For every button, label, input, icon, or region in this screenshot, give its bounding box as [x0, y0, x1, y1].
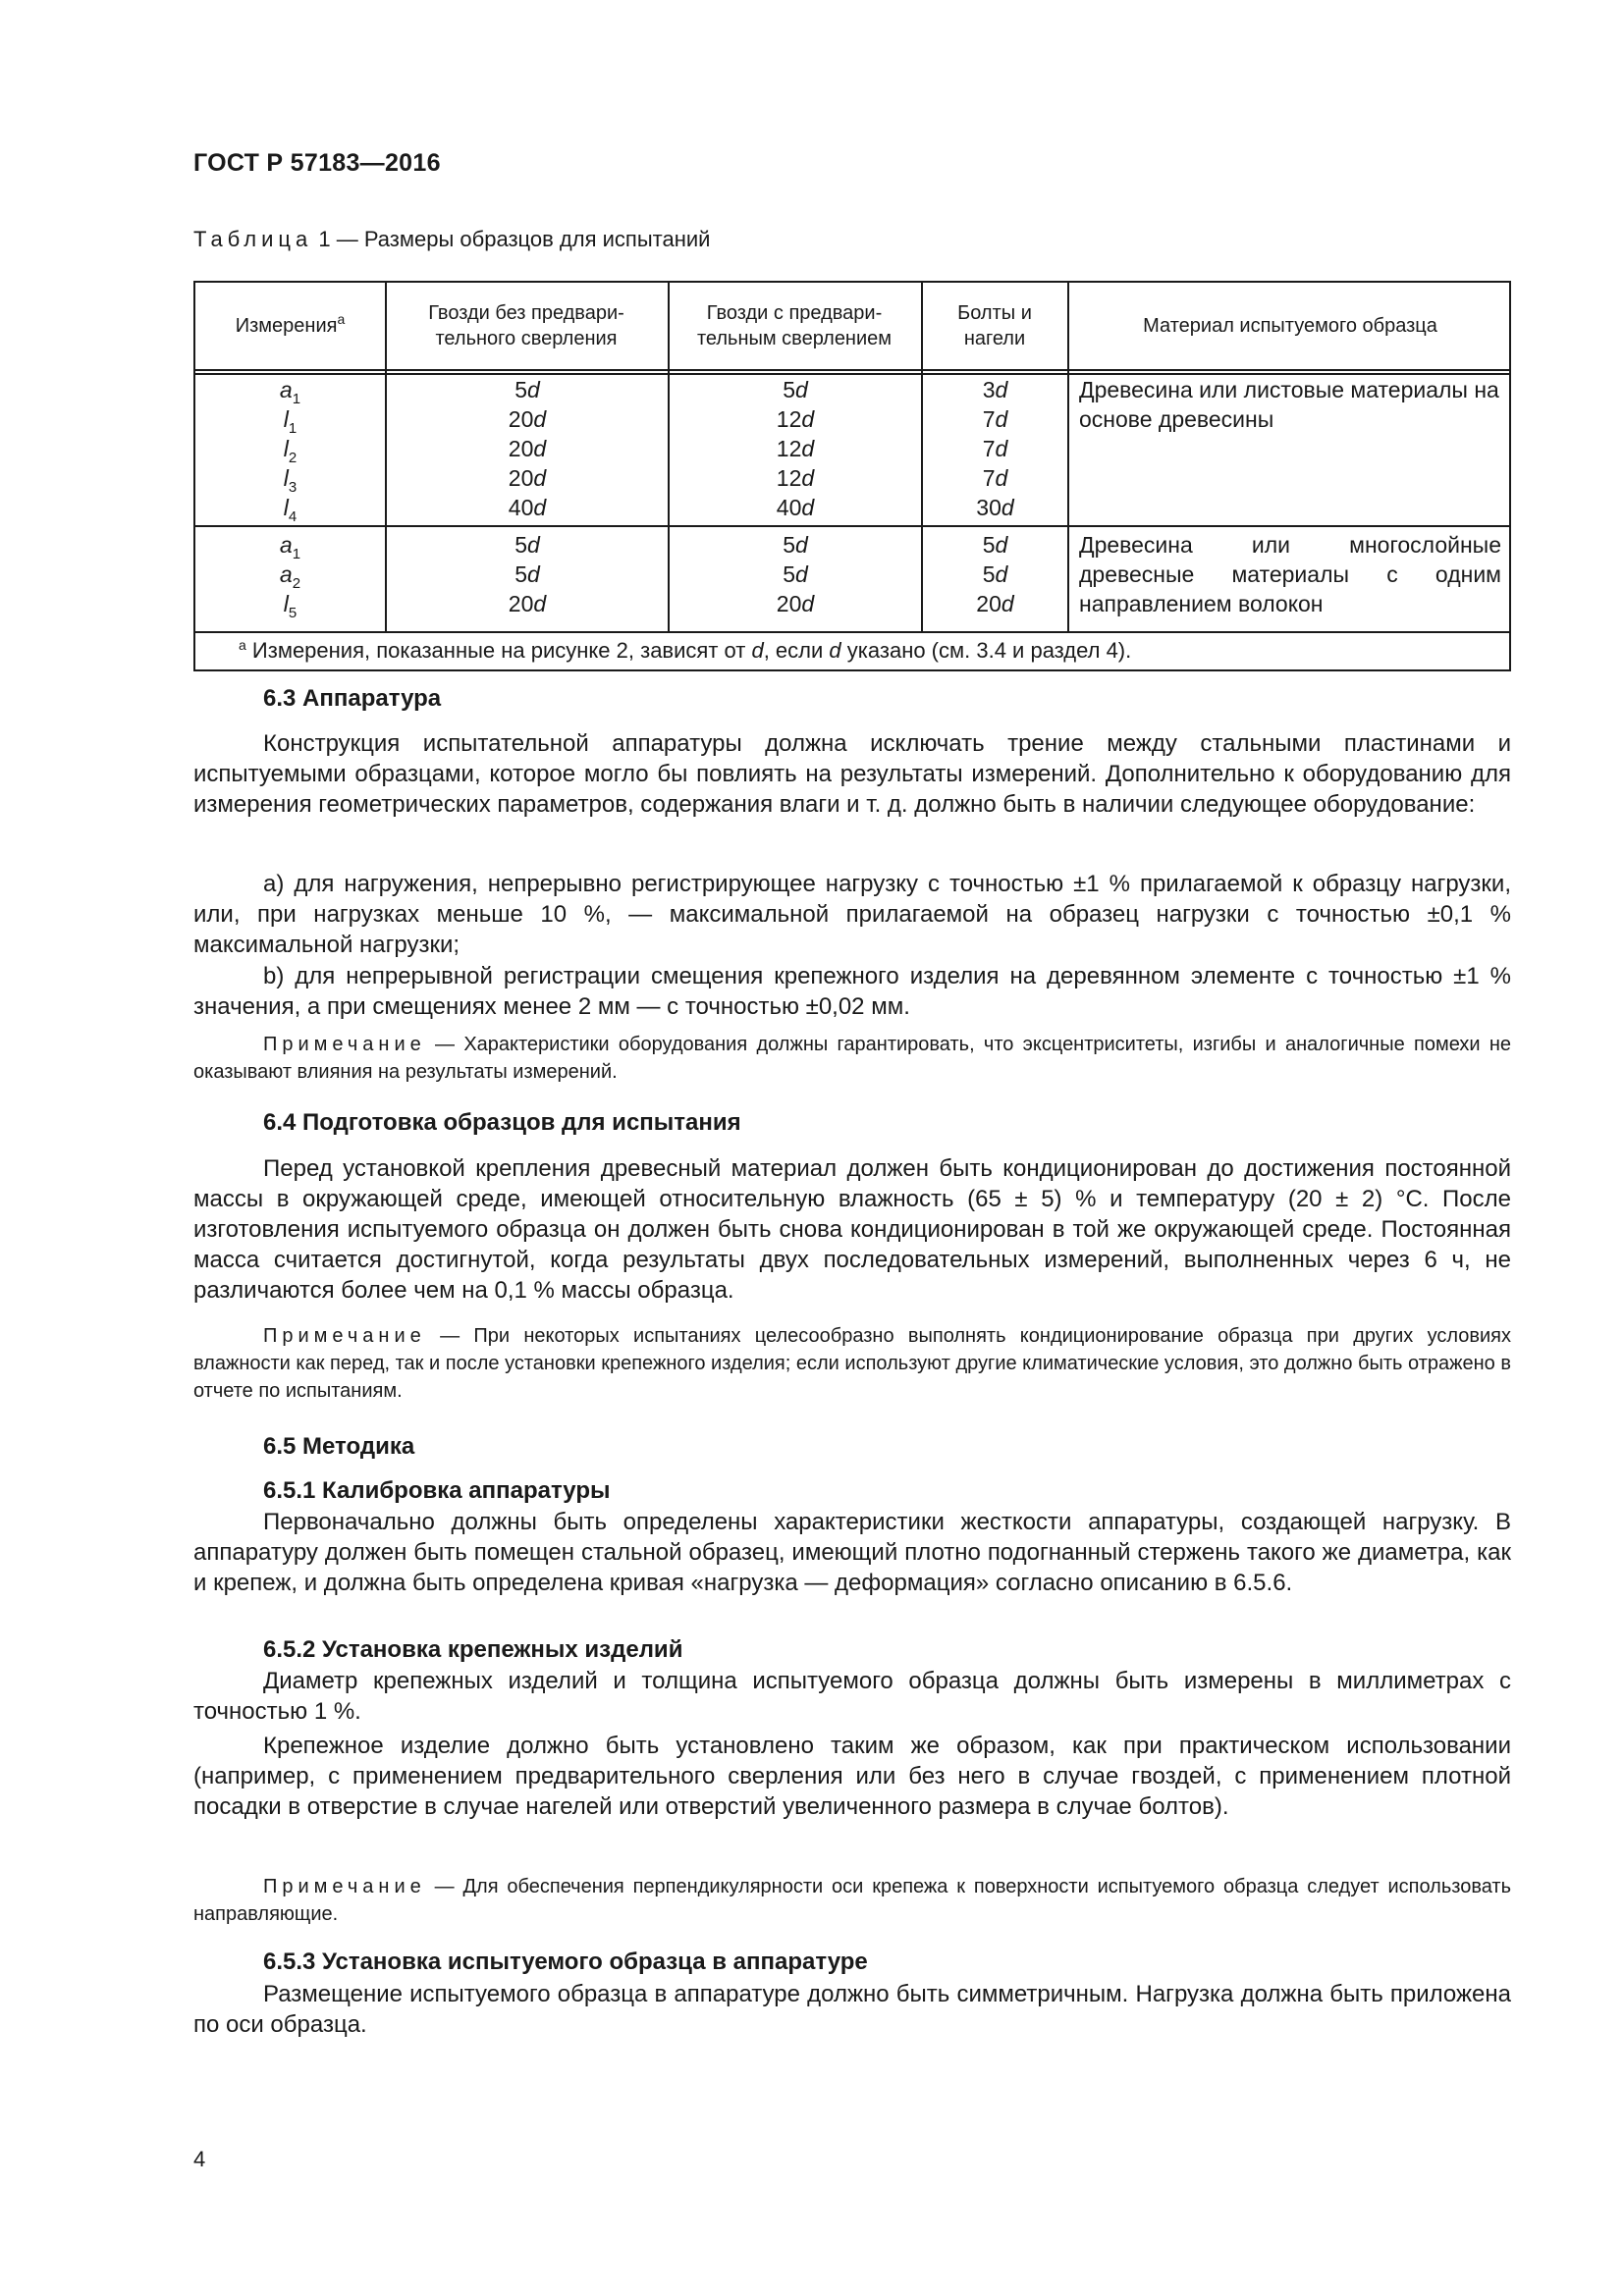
group1-nails-predrill: 5d 12d 12d 12d 40d [776, 377, 815, 520]
header-measurements: Измерения$^a$ [235, 311, 346, 337]
section-6-5-1-paragraph: Первоначально должны быть определены характеристики жесткости аппаратуры, создающей нагрузку. В аппаратуру должен быть помещен стальной образец, имеющий плотно подогнанный стержень такого же диаметра, как и крепеж, и должна быть определена кривая «нагрузка — деформация» согласно описанию в 6.5.6. [193, 1509, 1511, 1596]
document-id: ГОСТ Р 57183—2016 [193, 149, 441, 177]
section-6-3-item-b: b) для непрерывной регистрации смещения крепежного изделия на деревянном элементе с точностью ±1 % значения, а при смещениях менее 2 мм — с точностью ±0,02 мм. [193, 963, 1511, 1020]
section-6-5-2-note: Примечание — Для обеспечения перпендикулярности оси крепежа к поверхности испытуемого образца следует использовать направляющие. [193, 1876, 1511, 1925]
header-nails-predrill: Гвозди с предвари-тельным сверлением [696, 302, 893, 349]
group1-material: Древесина или листовые материалы на основе древесины [1079, 377, 1499, 432]
section-6-4-note: Примечание — При некоторых испытаниях целесообразно выполнять кондиционирование образца при других условиях влажности как перед, так и после установки крепежного изделия; если используют другие климатические условия, это должно быть отражено в отчете по испытаниям. [193, 1325, 1511, 1402]
group2-symbols: $a_1$ $a_2$ $l_5$ [279, 532, 301, 621]
section-6-4-title: 6.4 Подготовка образцов для испытания [263, 1109, 741, 1136]
section-6-3-item-a: а) для нагружения, непрерывно регистрирующее нагрузку с точностью ±1 % прилагаемой к образцу нагрузки, или, при нагрузках меньше 10 %, — максимальной прилагаемой на образец нагрузки с точностью ±0,1 % максимальной нагрузки; [193, 871, 1511, 958]
header-material: Материал испытуемого образца [1143, 315, 1437, 337]
group1-nails-no-predrill: 5d 20d 20d 20d 40d [508, 377, 547, 520]
table-caption-text: 1 — Размеры образцов для испытаний [318, 227, 711, 251]
section-6-5-1-title: 6.5.1 Калибровка аппаратуры [263, 1477, 611, 1504]
group1-symbols: $a_1$ $l_1$ $l_2$ $l_3$ $l_4$ [279, 377, 301, 525]
section-6-5-2-paragraph-1: Диаметр крепежных изделий и толщина испытуемого образца должны быть измерены в миллиметрах с точностью 1 %. [193, 1668, 1511, 1725]
table-1 [193, 281, 1511, 671]
table-footnote: $^a$ Измерения, показанные на рисунке 2, зависят от d, если d указано (см. 3.4 и раздел 4). [239, 637, 1132, 663]
group2-nails-no-predrill: 5d 5d 20d [508, 532, 547, 616]
group-divider [195, 525, 1509, 527]
section-6-3-title: 6.3 Аппаратура [263, 685, 442, 712]
table-caption [193, 227, 710, 252]
section-6-5-title: 6.5 Методика [263, 1433, 415, 1460]
group1-bolts-dowels: 3d 7d 7d 7d 30d [976, 377, 1014, 520]
header-bolts-dowels: Болты и нагели [957, 302, 1032, 349]
group2-material: Древесина или многослойные древесные материалы с одним направлением волокон [1079, 532, 1501, 616]
section-6-3-note: Примечание — Характеристики оборудования должны гарантировать, что эксцентриситеты, изгибы и аналогичные помехи не оказывают влияния на результаты измерений. [193, 1034, 1511, 1083]
section-6-5-2-paragraph-2: Крепежное изделие должно быть установлено таким же образом, как при практическом использовании (например, с применением предварительного сверления или без него в случае гвоздей, с применением плотной посадки в отверстие в случае нагелей или отверстий увеличенного размера в случае болтов). [193, 1733, 1511, 1820]
section-6-3-paragraph-1: Конструкция испытательной аппаратуры должна исключать трение между стальными пластинами и испытуемыми образцами, которое могло бы повлиять на результаты измерений. Дополнительно к оборудованию для измерения геометрических параметров, содержания влаги и т. д. должно быть в наличии следующее оборудование: [193, 730, 1511, 818]
group2-bolts-dowels: 5d 5d 20d [976, 532, 1014, 616]
section-6-5-2-title: 6.5.2 Установка крепежных изделий [263, 1636, 683, 1663]
header-nails-no-predrill: Гвозди без предвари-тельного сверления [428, 302, 624, 349]
page-number: 4 [193, 2147, 206, 2171]
footnote-mark: a [337, 311, 346, 327]
section-6-4-paragraph: Перед установкой крепления древесный материал должен быть кондиционирован до достижения постоянной массы в окружающей среде, имеющей относительную влажность (65 ± 5) % и температуру (20 ± 2) °С. После изготовления испытуемого образца он должен быть снова кондиционирован в той же окружающей среде. Постоянная масса считается достигнутой, когда результаты двух последовательных измерений, выполненных через 6 ч, не различаются более чем на 0,1 % массы образца. [193, 1155, 1511, 1304]
section-6-5-3-title: 6.5.3 Установка испытуемого образца в аппаратуре [263, 1949, 868, 1975]
table-caption-prefix: Таблица [193, 227, 313, 251]
footnote-divider [195, 631, 1509, 633]
header-divider [195, 369, 1509, 371]
section-6-5-3-paragraph: Размещение испытуемого образца в аппаратуре должно быть симметричным. Нагрузка должна быть приложена по оси образца. [193, 1981, 1511, 2038]
group2-nails-predrill: 5d 5d 20d [776, 532, 815, 616]
